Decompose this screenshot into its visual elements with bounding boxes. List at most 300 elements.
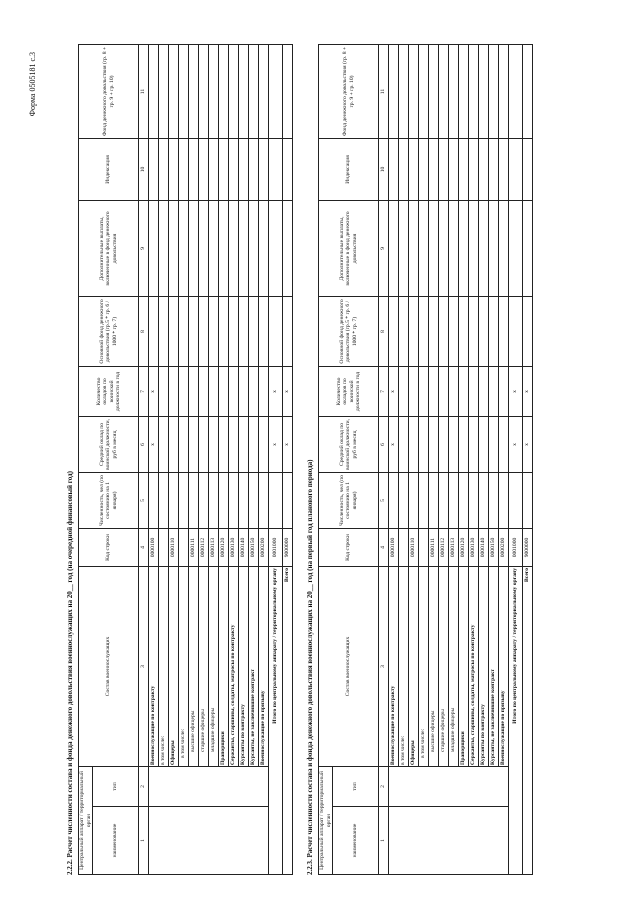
row-label: в том числе:: [419, 566, 429, 766]
row-code: 9000000: [283, 528, 293, 566]
value-cell[interactable]: [419, 366, 429, 416]
value-cell[interactable]: [199, 44, 209, 138]
col-num: 4: [139, 528, 149, 566]
x-mark: x: [389, 366, 399, 416]
type-cell[interactable]: [389, 766, 509, 806]
type-cell[interactable]: [149, 766, 269, 806]
value-cell[interactable]: [449, 416, 459, 472]
value-cell[interactable]: [249, 366, 259, 416]
value-cell[interactable]: [449, 200, 459, 296]
row-code: 0000150: [249, 528, 259, 566]
value-cell[interactable]: [179, 296, 189, 366]
value-cell[interactable]: [449, 366, 459, 416]
value-cell[interactable]: [149, 138, 159, 200]
value-cell[interactable]: [439, 366, 449, 416]
avg-salary-header: Средний оклад по воинской должности, руб в месяц: [79, 416, 139, 472]
value-cell[interactable]: [149, 472, 159, 528]
value-cell[interactable]: [399, 200, 409, 296]
type-header: тип: [333, 766, 379, 806]
row-label: Военнослужащие по призыву: [259, 566, 269, 766]
value-cell[interactable]: [229, 296, 239, 366]
table-row: [459, 44, 469, 874]
col-num: 2: [139, 766, 149, 806]
value-cell[interactable]: [179, 416, 189, 472]
table-row: [283, 44, 293, 874]
value-cell[interactable]: [169, 44, 179, 138]
value-cell[interactable]: [439, 138, 449, 200]
section2-table: [318, 44, 533, 875]
col-num: 4: [379, 528, 389, 566]
table-row: [409, 44, 419, 874]
row-label: Прапорщики: [459, 566, 469, 766]
value-cell[interactable]: [239, 472, 249, 528]
row-code: 0000100: [389, 528, 399, 566]
row-label: старшие офицеры: [439, 566, 449, 766]
row-code: 0000112: [439, 528, 449, 566]
value-cell[interactable]: [479, 416, 489, 472]
value-cell[interactable]: [489, 44, 499, 138]
value-cell[interactable]: [249, 200, 259, 296]
table-row: [149, 44, 159, 874]
row-label: Офицеры: [169, 566, 179, 766]
value-cell[interactable]: [269, 200, 283, 296]
value-cell[interactable]: [249, 416, 259, 472]
value-cell[interactable]: [209, 138, 219, 200]
value-cell[interactable]: [269, 296, 283, 366]
value-cell[interactable]: [509, 472, 523, 528]
value-cell[interactable]: [249, 44, 259, 138]
x-mark: x: [523, 366, 533, 416]
value-cell[interactable]: [469, 44, 479, 138]
row-label: Итого по центральному аппарату / территориальному органу: [269, 566, 283, 874]
col-num: 10: [139, 138, 149, 200]
value-cell[interactable]: [149, 44, 159, 138]
org-header: Центральный аппарат / территориальный орган: [319, 766, 333, 874]
value-cell[interactable]: [239, 296, 249, 366]
table-row: [499, 44, 509, 874]
value-cell[interactable]: [459, 200, 469, 296]
row-label: Военнослужащие по контракту: [389, 566, 399, 766]
col-num: 5: [139, 472, 149, 528]
value-cell[interactable]: [399, 44, 409, 138]
value-cell[interactable]: [499, 296, 509, 366]
value-cell[interactable]: [489, 296, 499, 366]
x-mark: x: [149, 416, 159, 472]
col-num: 7: [139, 366, 149, 416]
value-cell[interactable]: [149, 200, 159, 296]
col-num: 5: [379, 472, 389, 528]
row-code: 0000120: [219, 528, 229, 566]
value-cell[interactable]: [169, 138, 179, 200]
value-cell[interactable]: [169, 472, 179, 528]
value-cell[interactable]: [469, 366, 479, 416]
value-cell[interactable]: [209, 366, 219, 416]
value-cell[interactable]: [389, 296, 399, 366]
value-cell[interactable]: [459, 366, 469, 416]
value-cell[interactable]: [179, 200, 189, 296]
value-cell[interactable]: [159, 472, 169, 528]
row-code: 0000130: [469, 528, 479, 566]
extra-header: Дополнительные выплаты, включенные в фонд денежного довольствия: [79, 200, 139, 296]
value-cell[interactable]: [159, 138, 169, 200]
value-cell[interactable]: [219, 138, 229, 200]
value-cell[interactable]: [229, 44, 239, 138]
value-cell[interactable]: [429, 416, 439, 472]
row-code: 0000111: [189, 528, 199, 566]
value-cell[interactable]: [189, 138, 199, 200]
row-code: [399, 528, 409, 566]
count-header: Численность, чел (по состоянию на 1 января): [79, 472, 139, 528]
column-numbers-row: [139, 44, 149, 874]
value-cell[interactable]: [259, 416, 269, 472]
value-cell[interactable]: [499, 200, 509, 296]
section1-title: 2.2.2. Расчет численности состава и фонда денежного довольствия военнослужащих на 20__ год (на очередной финансовый год): [66, 471, 74, 875]
row-label: Офицеры: [409, 566, 419, 766]
value-cell[interactable]: [499, 138, 509, 200]
value-cell[interactable]: [489, 200, 499, 296]
value-cell[interactable]: [199, 138, 209, 200]
value-cell[interactable]: [459, 416, 469, 472]
value-cell[interactable]: [389, 200, 399, 296]
value-cell[interactable]: [159, 200, 169, 296]
name-header: наименование: [333, 807, 379, 875]
value-cell[interactable]: [409, 138, 419, 200]
row-label: в том числе:: [399, 566, 409, 766]
value-cell[interactable]: [409, 44, 419, 138]
col-num: 1: [379, 807, 389, 875]
value-cell[interactable]: [199, 472, 209, 528]
value-cell[interactable]: [489, 366, 499, 416]
value-cell[interactable]: [189, 416, 199, 472]
value-cell[interactable]: [229, 416, 239, 472]
value-cell[interactable]: [469, 416, 479, 472]
row-code: 0000112: [199, 528, 209, 566]
value-cell[interactable]: [283, 296, 293, 366]
table-row: [509, 44, 523, 874]
value-cell[interactable]: [499, 366, 509, 416]
value-cell[interactable]: [169, 416, 179, 472]
x-mark: x: [149, 366, 159, 416]
count-header: Численность, чел (по состоянию на 1 января): [319, 472, 379, 528]
table-row: [209, 44, 219, 874]
value-cell[interactable]: [523, 296, 533, 366]
value-cell[interactable]: [179, 44, 189, 138]
value-cell[interactable]: [469, 200, 479, 296]
value-cell[interactable]: [459, 44, 469, 138]
col-num: 8: [139, 296, 149, 366]
extra-header: Дополнительные выплаты, включенные в фонд денежного довольствия: [319, 200, 379, 296]
x-mark: x: [389, 416, 399, 472]
composition-header: Состав военнослужащих: [319, 566, 379, 766]
value-cell[interactable]: [439, 200, 449, 296]
row-label: Курсанты по контракту: [479, 566, 489, 766]
value-cell[interactable]: [199, 366, 209, 416]
value-cell[interactable]: [439, 296, 449, 366]
value-cell[interactable]: [409, 200, 419, 296]
code-header: Код строки: [319, 528, 379, 566]
value-cell[interactable]: [283, 138, 293, 200]
value-cell[interactable]: [209, 472, 219, 528]
row-code: 0001000: [509, 528, 523, 566]
value-cell[interactable]: [219, 200, 229, 296]
row-label: Сержанты, старшины, солдаты, матросы по контракту: [469, 566, 479, 766]
row-code: [419, 528, 429, 566]
value-cell[interactable]: [269, 44, 283, 138]
value-cell[interactable]: [459, 472, 469, 528]
value-cell[interactable]: [419, 296, 429, 366]
value-cell[interactable]: [439, 472, 449, 528]
column-numbers-row: [379, 44, 389, 874]
value-cell[interactable]: [499, 416, 509, 472]
value-cell[interactable]: [179, 138, 189, 200]
index-header: Индексация: [79, 138, 139, 200]
value-cell[interactable]: [199, 200, 209, 296]
value-cell[interactable]: [523, 200, 533, 296]
value-cell[interactable]: [509, 200, 523, 296]
value-cell[interactable]: [159, 44, 169, 138]
col-num: 3: [139, 566, 149, 766]
value-cell[interactable]: [283, 200, 293, 296]
table-row: [429, 44, 439, 874]
row-code: 0000110: [409, 528, 419, 566]
value-cell[interactable]: [189, 200, 199, 296]
value-cell[interactable]: [479, 472, 489, 528]
table-row: [389, 44, 399, 874]
value-cell[interactable]: [283, 44, 293, 138]
total-fund-header: Фонд денежного довольствия (гр. 8 + гр. 9 + гр. 10): [319, 44, 379, 138]
value-cell[interactable]: [249, 138, 259, 200]
value-cell[interactable]: [469, 138, 479, 200]
value-cell[interactable]: [523, 472, 533, 528]
table-row: [269, 44, 283, 874]
row-label: Военнослужащие по контракту: [149, 566, 159, 766]
table-row: [239, 44, 249, 874]
value-cell[interactable]: [429, 296, 439, 366]
col-num: 11: [139, 44, 149, 138]
x-mark: x: [509, 366, 523, 416]
value-cell[interactable]: [199, 296, 209, 366]
value-cell[interactable]: [499, 472, 509, 528]
value-cell[interactable]: [439, 416, 449, 472]
value-cell[interactable]: [509, 138, 523, 200]
row-code: 0000150: [489, 528, 499, 566]
composition-header: Состав военнослужащих: [79, 566, 139, 766]
row-label: Курсанты по контракту: [239, 566, 249, 766]
value-cell[interactable]: [219, 44, 229, 138]
value-cell[interactable]: [449, 138, 459, 200]
value-cell[interactable]: [209, 200, 219, 296]
value-cell[interactable]: [499, 44, 509, 138]
value-cell[interactable]: [269, 472, 283, 528]
value-cell[interactable]: [259, 296, 269, 366]
row-label: Итого по центральному аппарату / территориальному органу: [509, 566, 523, 874]
value-cell[interactable]: [449, 472, 459, 528]
value-cell[interactable]: [399, 416, 409, 472]
value-cell[interactable]: [239, 44, 249, 138]
value-cell[interactable]: [229, 138, 239, 200]
name-header: наименование: [93, 807, 139, 875]
base-fund-header: Основной фонд денежного довольствия (гр.5 * гр. 6 / 1000 * гр. 7): [79, 296, 139, 366]
value-cell[interactable]: [489, 416, 499, 472]
value-cell[interactable]: [239, 138, 249, 200]
table-row: [259, 44, 269, 874]
value-cell[interactable]: [429, 138, 439, 200]
row-label: в том числе:: [179, 566, 189, 766]
row-label: высшие офицеры: [189, 566, 199, 766]
row-code: 0000200: [499, 528, 509, 566]
value-cell[interactable]: [429, 366, 439, 416]
value-cell[interactable]: [229, 472, 239, 528]
value-cell[interactable]: [509, 296, 523, 366]
value-cell[interactable]: [409, 416, 419, 472]
row-code: 0001000: [269, 528, 283, 566]
row-code: 0000130: [229, 528, 239, 566]
value-cell[interactable]: [523, 44, 533, 138]
value-cell[interactable]: [419, 200, 429, 296]
value-cell[interactable]: [159, 366, 169, 416]
table-row: [179, 44, 189, 874]
value-cell[interactable]: [429, 44, 439, 138]
value-cell[interactable]: [399, 296, 409, 366]
value-cell[interactable]: [239, 366, 249, 416]
value-cell[interactable]: [409, 472, 419, 528]
value-cell[interactable]: [523, 138, 533, 200]
value-cell[interactable]: [209, 296, 219, 366]
col-num: 10: [379, 138, 389, 200]
value-cell[interactable]: [409, 366, 419, 416]
value-cell[interactable]: [469, 472, 479, 528]
table-row: [169, 44, 179, 874]
section1-table: [78, 44, 293, 875]
x-mark: x: [269, 416, 283, 472]
value-cell[interactable]: [449, 296, 459, 366]
value-cell[interactable]: [509, 44, 523, 138]
value-cell[interactable]: [449, 44, 459, 138]
table-row: [159, 44, 169, 874]
value-cell[interactable]: [389, 472, 399, 528]
value-cell[interactable]: [259, 200, 269, 296]
value-cell[interactable]: [479, 296, 489, 366]
value-cell[interactable]: [283, 472, 293, 528]
value-cell[interactable]: [239, 416, 249, 472]
table-row: [469, 44, 479, 874]
value-cell[interactable]: [479, 366, 489, 416]
avg-salary-header: Средний оклад по воинской должности, руб в месяц: [319, 416, 379, 472]
value-cell[interactable]: [169, 296, 179, 366]
value-cell[interactable]: [259, 44, 269, 138]
col-num: 9: [139, 200, 149, 296]
value-cell[interactable]: [489, 472, 499, 528]
row-label: младшие офицеры: [449, 566, 459, 766]
value-cell[interactable]: [189, 472, 199, 528]
row-code: [179, 528, 189, 566]
col-num: 8: [379, 296, 389, 366]
value-cell[interactable]: [209, 416, 219, 472]
value-cell[interactable]: [389, 44, 399, 138]
row-code: 0000110: [169, 528, 179, 566]
name-cell[interactable]: [149, 807, 269, 875]
x-mark: x: [523, 416, 533, 472]
value-cell[interactable]: [219, 472, 229, 528]
value-cell[interactable]: [209, 44, 219, 138]
row-code: [159, 528, 169, 566]
value-cell[interactable]: [389, 138, 399, 200]
value-cell[interactable]: [189, 366, 199, 416]
value-cell[interactable]: [159, 416, 169, 472]
value-cell[interactable]: [429, 472, 439, 528]
form-code: Форма 0505181 с.3: [28, 52, 37, 117]
value-cell[interactable]: [419, 138, 429, 200]
name-cell[interactable]: [389, 807, 509, 875]
value-cell[interactable]: [419, 416, 429, 472]
row-label: Сержанты, старшины, солдаты, матросы по контракту: [229, 566, 239, 766]
value-cell[interactable]: [179, 472, 189, 528]
value-cell[interactable]: [479, 44, 489, 138]
value-cell[interactable]: [229, 366, 239, 416]
value-cell[interactable]: [269, 138, 283, 200]
value-cell[interactable]: [479, 138, 489, 200]
row-code: 0000113: [449, 528, 459, 566]
x-mark: x: [509, 416, 523, 472]
value-cell[interactable]: [189, 44, 199, 138]
row-label: Курсанты, не заключившие контракт: [249, 566, 259, 766]
table-row: [399, 44, 409, 874]
value-cell[interactable]: [459, 138, 469, 200]
row-code: 0000140: [479, 528, 489, 566]
value-cell[interactable]: [399, 366, 409, 416]
value-cell[interactable]: [459, 296, 469, 366]
value-cell[interactable]: [239, 200, 249, 296]
value-cell[interactable]: [169, 366, 179, 416]
value-cell[interactable]: [469, 296, 479, 366]
value-cell[interactable]: [259, 366, 269, 416]
value-cell[interactable]: [399, 138, 409, 200]
value-cell[interactable]: [249, 296, 259, 366]
value-cell[interactable]: [419, 472, 429, 528]
value-cell[interactable]: [259, 472, 269, 528]
table-row: [199, 44, 209, 874]
value-cell[interactable]: [219, 366, 229, 416]
value-cell[interactable]: [159, 296, 169, 366]
value-cell[interactable]: [219, 296, 229, 366]
col-num: 7: [379, 366, 389, 416]
value-cell[interactable]: [229, 200, 239, 296]
col-num: 9: [379, 200, 389, 296]
value-cell[interactable]: [429, 200, 439, 296]
table-row: [479, 44, 489, 874]
value-cell[interactable]: [179, 366, 189, 416]
value-cell[interactable]: [199, 416, 209, 472]
value-cell[interactable]: [439, 44, 449, 138]
value-cell[interactable]: [249, 472, 259, 528]
value-cell[interactable]: [399, 472, 409, 528]
value-cell[interactable]: [419, 44, 429, 138]
value-cell[interactable]: [169, 200, 179, 296]
section2-title: 2.2.3. Расчет численности состава и фонда денежного довольствия военнослужащих на 20__ год (на первый год планового периода): [306, 459, 314, 875]
table-row: [419, 44, 429, 874]
org-header: Центральный аппарат / территориальный орган: [79, 766, 93, 874]
row-label: младшие офицеры: [209, 566, 219, 766]
row-code: 0000113: [209, 528, 219, 566]
value-cell[interactable]: [479, 200, 489, 296]
value-cell[interactable]: [219, 416, 229, 472]
value-cell[interactable]: [259, 138, 269, 200]
value-cell[interactable]: [489, 138, 499, 200]
value-cell[interactable]: [189, 296, 199, 366]
value-cell[interactable]: [409, 296, 419, 366]
value-cell[interactable]: [149, 296, 159, 366]
salary-qty-header: Количество окладов по воинской должности в год: [79, 366, 139, 416]
